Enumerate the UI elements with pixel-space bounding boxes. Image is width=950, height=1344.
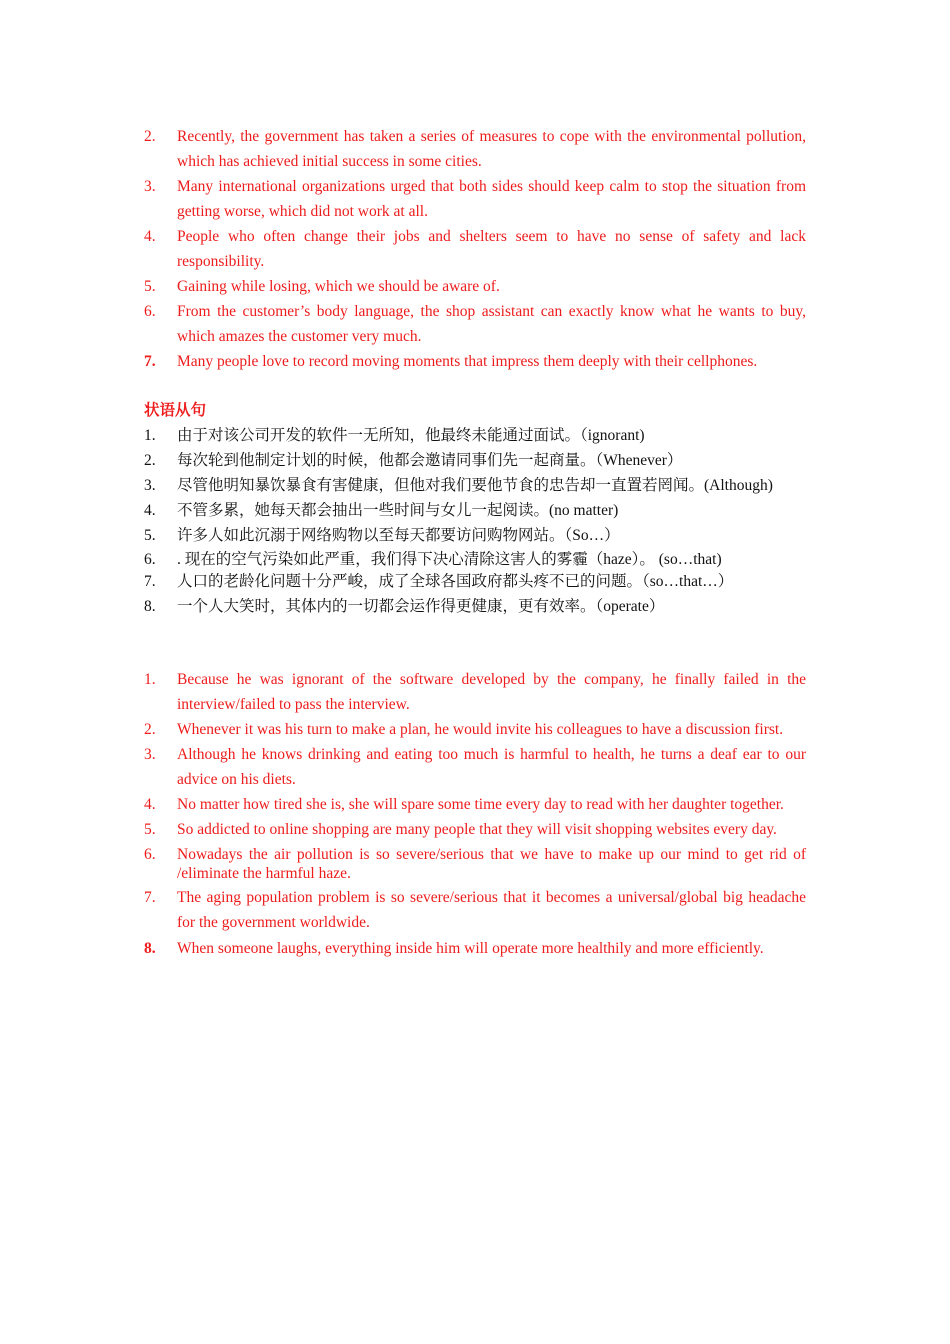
list-item: [144, 936, 806, 961]
item-text: So addicted to online shopping are many people that they will visit shopping websites every day.: [177, 821, 777, 838]
item-text: When someone laughs, everything inside him will operate more healthily and more efficiently.: [177, 940, 764, 957]
list-item: [144, 498, 806, 523]
list-item: [144, 274, 806, 299]
item-number: 7.: [144, 573, 156, 590]
item-text: 许多人如此沉溺于网络购物以至每天都要访问购物网站。（So…）: [177, 527, 620, 544]
item-number: 7.: [144, 353, 156, 370]
list-item: [144, 473, 806, 498]
item-text: 一个人大笑时，其体内的一切都会运作得更健康，更有效率。（operate）: [177, 598, 665, 615]
list-item: [144, 124, 806, 174]
item-text: People who often change their jobs and shelters seem to have no sense of safety and lack responsibility.: [177, 228, 806, 270]
item-number: 6.: [144, 551, 156, 568]
questions-list: [144, 423, 806, 619]
item-text: Nowadays the air pollution is so severe/serious that we have to make up our mind to get rid of /eliminate the harmful haze.: [177, 846, 806, 882]
item-text: 每次轮到他制定计划的时候，他都会邀请同事们先一起商量。（Whenever）: [177, 452, 683, 469]
item-number: 1.: [144, 671, 156, 688]
list-item: [144, 817, 806, 842]
list-item: [144, 594, 806, 619]
item-number: 6.: [144, 303, 156, 320]
list-item: [144, 224, 806, 274]
item-text: Because he was ignorant of the software developed by the company, he finally failed in the interview/failed to pass the interview.: [177, 671, 806, 713]
item-text: Gaining while losing, which we should be aware of.: [177, 278, 500, 295]
item-text: Whenever it was his turn to make a plan, he would invite his colleagues to have a discussion first.: [177, 721, 784, 738]
item-number: 2.: [144, 721, 156, 738]
item-number: 4.: [144, 228, 156, 245]
item-number: 3.: [144, 477, 156, 494]
list-item: [144, 523, 806, 548]
answers-list-1: [144, 124, 806, 374]
item-text: Recently, the government has taken a series of measures to cope with the environmental pollution, which has achieved initial success in some cities.: [177, 128, 806, 170]
list-item: [144, 842, 806, 883]
item-number: 5.: [144, 527, 156, 544]
item-number: 4.: [144, 796, 156, 813]
list-item: [144, 299, 806, 349]
item-text: 尽管他明知暴饮暴食有害健康，但他对我们要他节食的忠告却一直置若罔闻。(Although): [177, 477, 773, 494]
item-number: 8.: [144, 940, 156, 957]
item-text: The aging population problem is so severe/serious that it becomes a universal/global big headache for the government worldwide.: [177, 889, 806, 931]
item-text: Many people love to record moving moments that impress them deeply with their cellphones.: [177, 353, 758, 370]
answers-list-2: [144, 667, 806, 961]
section-heading: 状语从句: [144, 402, 207, 419]
item-text: 人口的老龄化问题十分严峻，成了全球各国政府都头疼不已的问题。（so…that…）: [177, 573, 734, 590]
list-item: [144, 885, 806, 935]
list-item: [144, 792, 806, 817]
item-number: 3.: [144, 178, 156, 195]
item-text: 不管多累，她每天都会抽出一些时间与女儿一起阅读。(no matter): [177, 502, 619, 519]
item-text: 由于对该公司开发的软件一无所知，他最终未能通过面试。（ignorant): [177, 427, 645, 444]
list-item: [144, 423, 806, 448]
item-text: Many international organizations urged that both sides should keep calm to stop the situation from getting worse, which did not work at all.: [177, 178, 806, 220]
item-number: 5.: [144, 278, 156, 295]
list-item: [144, 349, 806, 374]
list-item: [144, 742, 806, 792]
item-number: 6.: [144, 846, 156, 863]
list-item: [144, 569, 806, 594]
list-item: [144, 667, 806, 717]
item-number: 5.: [144, 821, 156, 838]
item-text: No matter how tired she is, she will spare some time every day to read with her daughter together.: [177, 796, 784, 813]
item-text: From the customer’s body language, the shop assistant can exactly know what he wants to buy, which amazes the customer very much.: [177, 303, 806, 345]
item-number: 4.: [144, 502, 156, 519]
list-item: [144, 448, 806, 473]
item-number: 1.: [144, 427, 156, 444]
item-text: Although he knows drinking and eating too much is harmful to health, he turns a deaf ear to our advice on his diets.: [177, 746, 806, 788]
item-number: 8.: [144, 598, 156, 615]
item-number: 2.: [144, 452, 156, 469]
list-item: [144, 550, 806, 569]
list-item: [144, 717, 806, 742]
item-number: 2.: [144, 128, 156, 145]
item-number: 7.: [144, 889, 156, 906]
item-number: 3.: [144, 746, 156, 763]
list-item: [144, 174, 806, 224]
item-text: . 现在的空气污染如此严重，我们得下决心清除这害人的雾霾（haze）。 (so…that): [177, 551, 722, 568]
